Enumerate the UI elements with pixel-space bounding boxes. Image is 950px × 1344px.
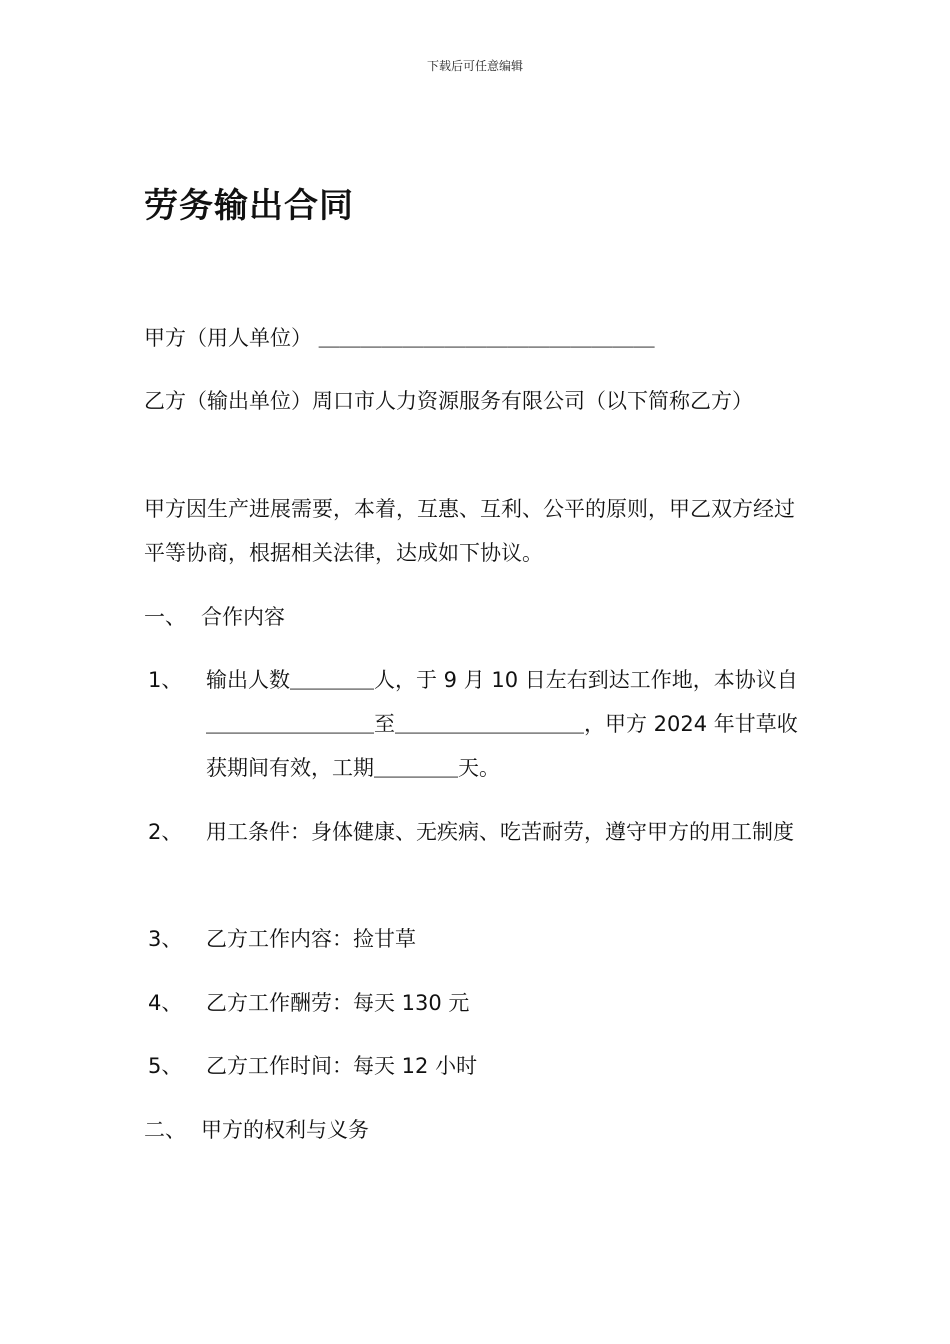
list-item	[148, 1044, 808, 1088]
item-text: 输出人数＿＿＿＿人，于 9 月 10 日左右到达工作地，本协议自＿＿＿＿＿＿＿＿至＿＿＿＿＿＿＿＿＿，甲方 2024 年甘草收获期间有效，工期＿＿＿＿天。	[206, 668, 798, 780]
item-text: 乙方工作酬劳：每天 130 元	[206, 991, 470, 1015]
section-marker: 一、	[144, 605, 186, 629]
section-heading-1	[144, 595, 285, 639]
party-a-line: 甲方（用人单位） ＿＿＿＿＿＿＿＿＿＿＿＿＿＿＿＿	[144, 326, 655, 350]
header-note: 下载后可任意编辑	[426, 59, 523, 73]
contract-title: 劳务输出合同	[144, 186, 354, 226]
section-title: 甲方的权利与义务	[201, 1118, 369, 1142]
list-item	[148, 981, 808, 1025]
item-text: 用工条件：身体健康、无疾病、吃苦耐劳，遵守甲方的用工制度	[206, 820, 794, 844]
preamble-paragraph: 甲方因生产进展需要，本着，互惠、互利、公平的原则，甲乙双方经过平等协商，根据相关法律，达成如下协议。	[144, 497, 795, 565]
section-heading-2	[144, 1108, 369, 1152]
item-number: 2、	[148, 820, 183, 844]
party-b-line: 乙方（输出单位）周口市人力资源服务有限公司（以下简称乙方）	[144, 389, 753, 413]
list-item	[148, 658, 808, 790]
section-marker: 二、	[144, 1118, 186, 1142]
list-item	[148, 917, 808, 961]
list-item	[148, 810, 808, 854]
item-number: 3、	[148, 927, 183, 951]
item-text: 乙方工作内容：捡甘草	[206, 927, 416, 951]
item-number: 4、	[148, 991, 183, 1015]
section-title: 合作内容	[201, 605, 285, 629]
item-text: 乙方工作时间：每天 12 小时	[206, 1054, 478, 1078]
item-number: 1、	[148, 668, 183, 692]
item-number: 5、	[148, 1054, 183, 1078]
